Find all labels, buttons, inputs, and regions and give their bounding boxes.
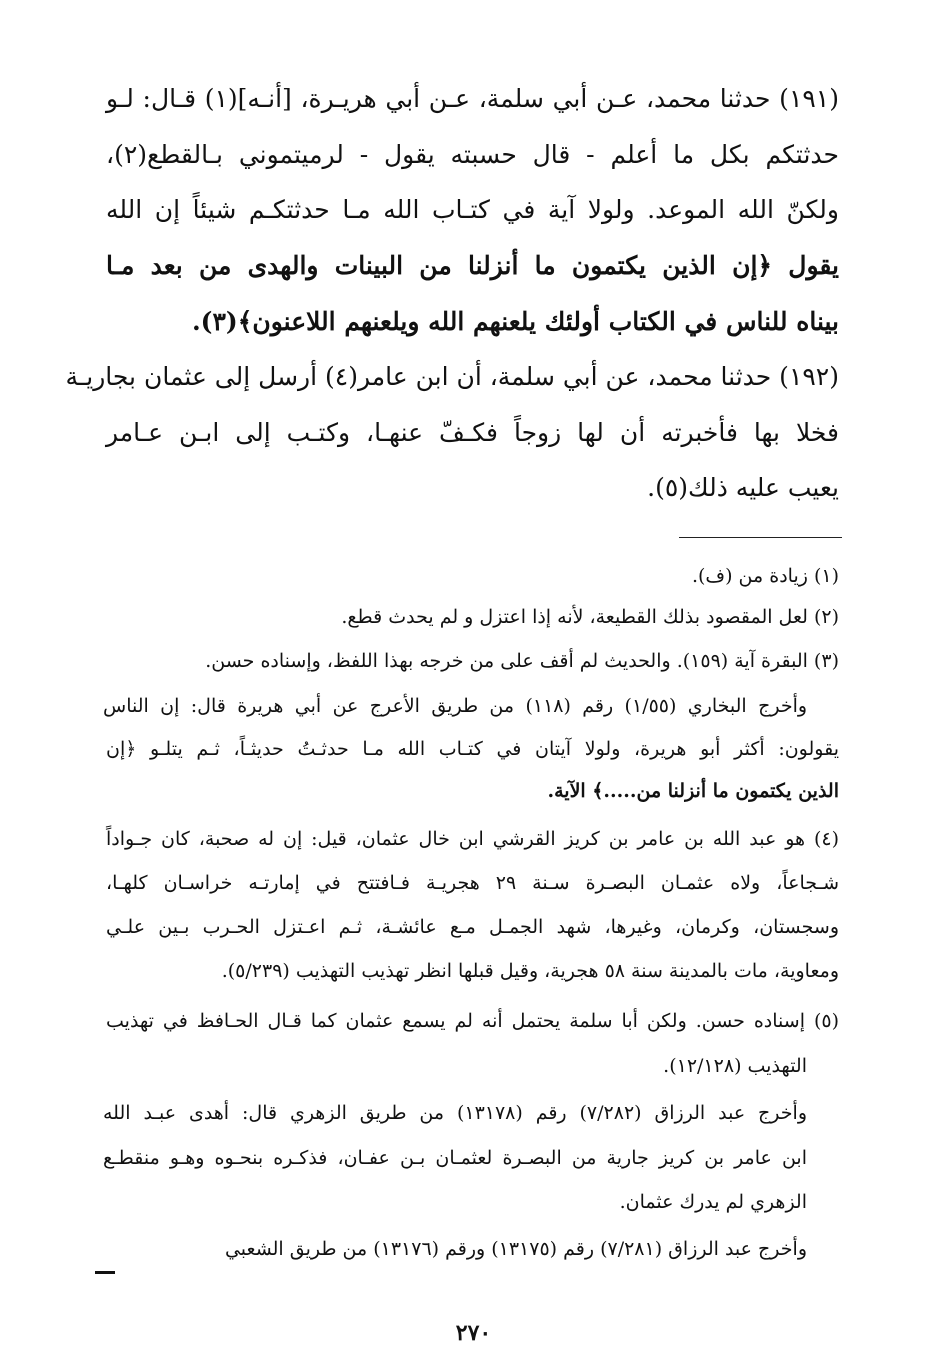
footnote-4-line-2: شـجاعاً، ولاه عثمـان البصـرة سـنة ٢٩ هجريـة فـافتتح في إمارتـه خراسـان كلهـا، — [106, 872, 840, 894]
footnote-5-line-4: ابن عامر بن كريز جارية من البصـرة لعثمـان بـن عفـان، فذكـره بنحـوه وهـو منقطـع — [103, 1147, 807, 1169]
hadith-191-line-4: يقول ﴿إن الذين يكتمون ما أنزلنا من البينات والهدى من بعد مـا — [106, 251, 839, 280]
footnote-5-line-3: وأخرج عبد الرزاق (٧/٢٨٢) رقم (١٣١٧٨) من طريق الزهري قال: أهدى عبـد الله — [103, 1102, 807, 1124]
hadith-191-line-3: ولكنّ الله الموعد. ولولا آية في كتـاب الله مـا حدثتكـم شيئاً إن الله — [106, 195, 839, 224]
footnote-1: (١) زيادة من (ف). — [691, 565, 839, 587]
footnote-4-line-4: ومعاوية، مات بالمدينة سنة ٥٨ هجرية، وقيل قبلها انظر تهذيب التهذيب (٥/٢٣٩). — [221, 960, 839, 982]
hadith-191-line-2: حدثتكم بكل ما أعلم - قال حسبته يقول - لرميتموني بـالقطع(٢)، — [106, 140, 839, 169]
footnote-5-line-2: التهذيب (١٢/١٢٨). — [663, 1055, 807, 1077]
footnote-3-line-1: (٣) البقرة آية (١٥٩). والحديث لم أقف على من خرجه بهذا اللفظ، وإسناده حسن. — [205, 650, 839, 672]
footnote-separator — [679, 537, 842, 538]
hadith-192-line-1: (١٩٢) حدثنا محمد، عن أبي سلمة، أن ابن عامر(٤) أرسل إلى عثمان بجاريـة — [65, 362, 839, 391]
hadith-191-line-5: بيناه للناس في الكتاب أولئك يلعنهم الله ويلعنهم اللاعنون﴾(٣). — [191, 307, 839, 336]
footnote-3-line-4 — [106, 780, 839, 804]
hadith-192-line-3: يعيب عليه ذلك(٥). — [647, 473, 839, 502]
hadith-192-line-2: فخلا بها فأخبرته أن لها زوجاً فكـفّ عنهـا، وكتـب إلى ابـن عـامر — [106, 418, 839, 447]
footnote-3-line-3: يقولون: أكثر أبو هريرة، ولولا آيتان في كتـاب الله مـا حدثـتُ حديثـاً، ثـم يتلـو ﴿إن — [106, 738, 839, 760]
footnote-5-line-6: وأخرج عبد الرزاق (٧/٢٨١) رقم (١٣١٧٥) ورقم (١٣١٧٦) من طريق الشعبي — [224, 1238, 807, 1260]
footnote-4-line-1: (٤) هو عبد الله بن عامر بن كريز القرشي ابن خال عثمان، قيل: إن له صحبة، كان جـواداً — [106, 828, 839, 850]
page-number: ٢٧٠ — [455, 1320, 492, 1346]
footnote-4-line-3: وسجستان، وكرمان، وغيرها، شهد الجمـل مـع عائشـة، ثـم اعـتزل الحـرب بـين علـي — [106, 916, 839, 938]
footnote-3-line-2: وأخرج البخاري (١/٥٥) رقم (١١٨) من طريق الأعرج عن أبي هريرة قال: إن الناس — [103, 695, 808, 717]
footnote-5-line-1: (٥) إسناده حسن. ولكن أبا سلمة يحتمل أنه لم يسمع عثمان كما قـال الحـافظ في تهذيب — [106, 1010, 839, 1032]
footnote-2: (٢) لعل المقصود بذلك القطيعة، لأنه إذا اعتزل و لم يحدث قطع. — [341, 606, 839, 628]
footnote-5-line-5: الزهري لم يدرك عثمان. — [619, 1191, 807, 1213]
hadith-191-line-1: (١٩١) حدثنا محمد، عـن أبي سلمة، عـن أبي هريـرة، [أنـه](١) قـال: لـو — [106, 84, 839, 113]
continuation-mark — [95, 1271, 115, 1274]
footnote-3-quran-quote: الذين يكتمون ما أنزلنا من.....﴾ الآية. — [547, 780, 839, 802]
